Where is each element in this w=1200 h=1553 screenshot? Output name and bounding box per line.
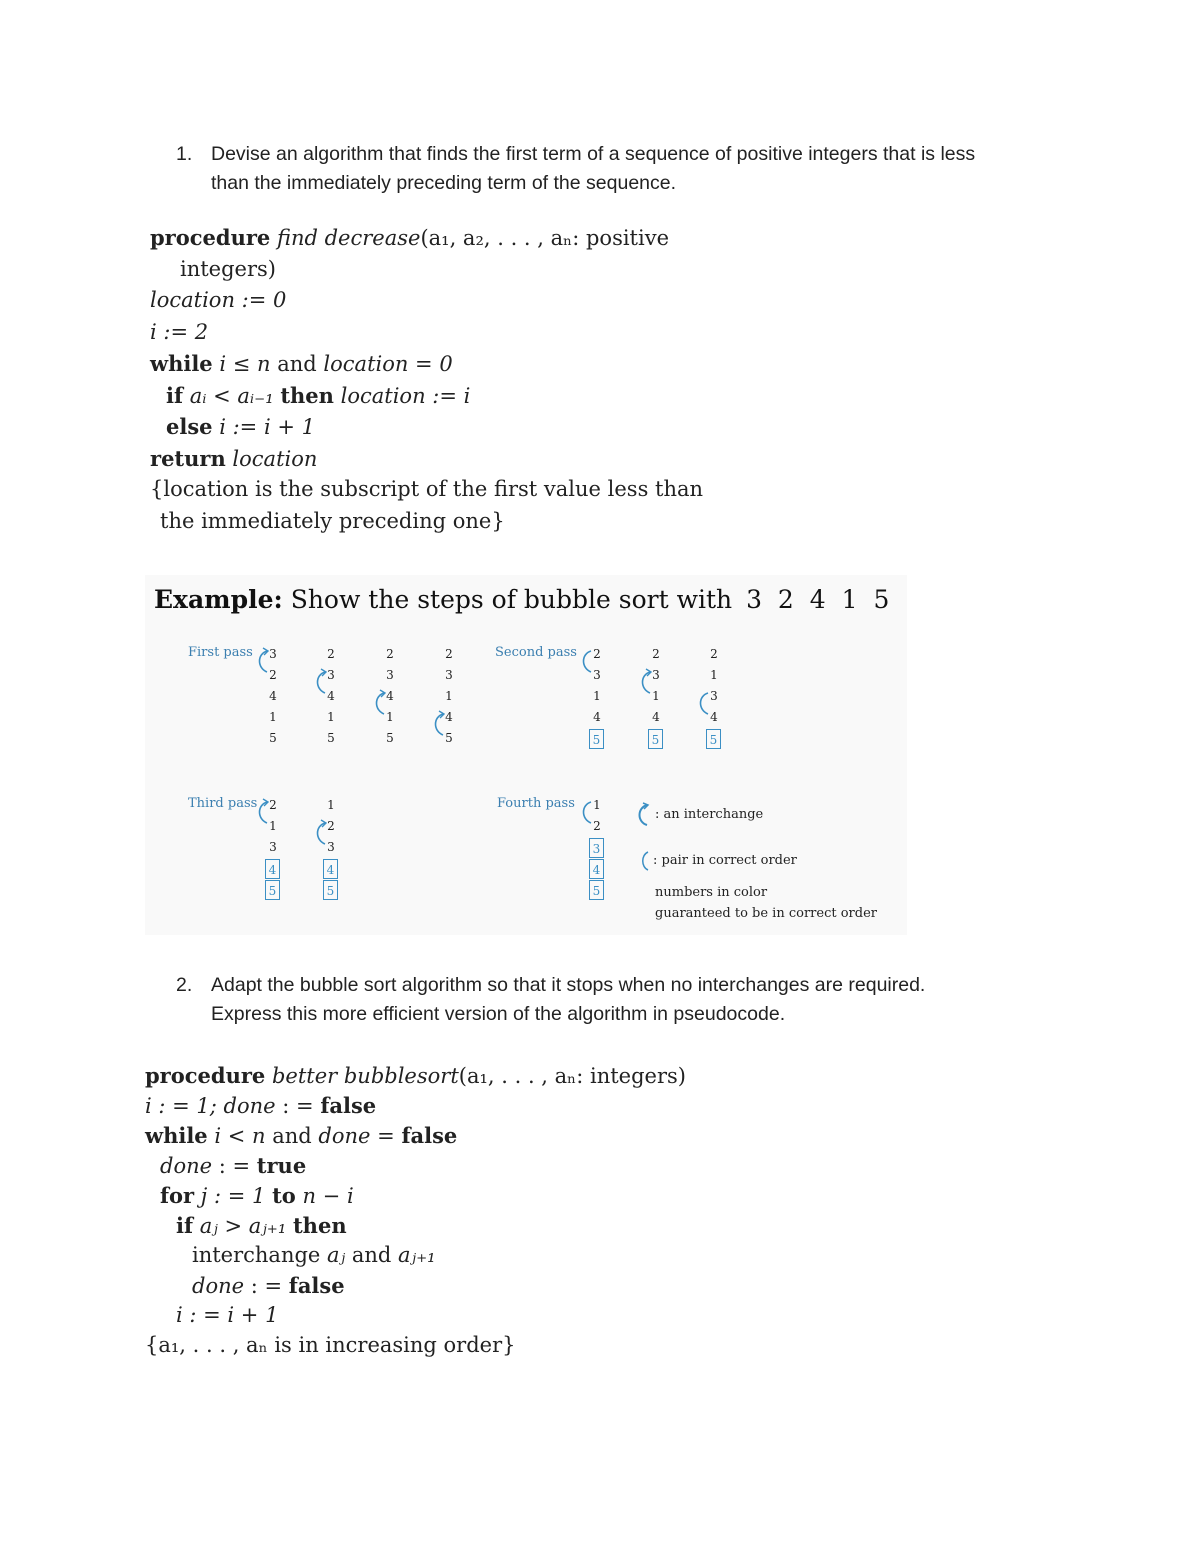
algo2-header	[145, 1063, 686, 1088]
sorted-value-box: 4	[589, 859, 604, 879]
interchange-arrow-icon	[255, 799, 269, 825]
pass-value: 4	[386, 689, 394, 703]
pass-value: 1	[710, 668, 718, 682]
pass-value: 3	[652, 668, 660, 682]
done-true: true	[256, 1153, 307, 1178]
legend-color-1: numbers in color	[655, 885, 768, 900]
pass-value: 1	[593, 798, 601, 812]
if-cond: aᵢ < aᵢ₋₁	[189, 384, 274, 408]
sorted-value-box: 4	[323, 859, 338, 879]
while-and: and	[277, 352, 317, 376]
pass-value: 3	[327, 840, 335, 854]
done-assign: : =	[250, 1274, 283, 1298]
done-var: done	[160, 1154, 213, 1178]
algo1-while	[150, 351, 453, 376]
pass-value: 3	[445, 668, 453, 682]
sorted-value-box: 5	[648, 729, 663, 749]
pass-value: 2	[710, 647, 718, 661]
pass-value: 3	[710, 689, 718, 703]
pass-value: 4	[593, 710, 601, 724]
keyword-procedure: procedure	[145, 1063, 266, 1088]
for-end: n − i	[302, 1184, 354, 1208]
legend-color-2: guaranteed to be in correct order	[655, 906, 877, 921]
pass-value: 3	[327, 668, 335, 682]
pass-value: 1	[327, 710, 335, 724]
keyword-then: then	[292, 1213, 347, 1238]
pair-legend-icon	[639, 851, 649, 871]
algo1-location-init: location := 0	[150, 288, 287, 312]
while-cond-a: i ≤ n	[219, 352, 271, 376]
algo1-i-init: i := 2	[150, 320, 209, 344]
sorted-value-box: 4	[265, 859, 280, 879]
correct-order-arc-icon	[579, 648, 593, 674]
legend-pair: : pair in correct order	[653, 853, 797, 868]
keyword-if: if	[176, 1213, 194, 1238]
while-cond-b: location = 0	[323, 352, 453, 376]
interchange-a: aⱼ	[327, 1243, 346, 1267]
pass-value: 2	[445, 647, 453, 661]
question-2-number: 2.	[176, 974, 193, 996]
pass-value: 3	[269, 840, 277, 854]
fourth-pass-label: Fourth pass	[497, 796, 575, 811]
done-var: done	[192, 1274, 245, 1298]
interchange-arrow-icon	[255, 648, 269, 674]
algo1-comment-2: the immediately preceding one}	[160, 509, 505, 533]
pass-value: 1	[652, 689, 660, 703]
algo1-else	[166, 414, 315, 439]
interchange-and: and	[351, 1243, 392, 1267]
init-done: done	[223, 1094, 276, 1118]
algo2-comment: {a₁, . . . , aₙ is in increasing order}	[145, 1333, 516, 1357]
keyword-to: to	[272, 1183, 296, 1208]
question-2-line-1: Adapt the bubble sort algorithm so that it stops when no interchanges are required.	[211, 974, 926, 996]
interchange-arrow-icon	[372, 690, 386, 716]
pass-value: 1	[593, 689, 601, 703]
correct-order-arc-icon	[579, 799, 593, 825]
return-value: location	[232, 447, 318, 471]
third-pass-label: Third pass	[188, 796, 258, 811]
keyword-if: if	[166, 383, 184, 408]
init-assign: : =	[282, 1094, 314, 1118]
while-cond: i < n	[214, 1124, 266, 1148]
pass-value: 2	[593, 647, 601, 661]
algo2-for	[160, 1183, 354, 1208]
sorted-value-box: 5	[323, 880, 338, 900]
question-1-line-2: than the immediately preceding term of the sequence.	[211, 172, 677, 194]
correct-order-arc-icon	[696, 690, 710, 716]
procedure-name: better bubblesort	[271, 1064, 459, 1088]
for-var: j : = 1	[200, 1184, 266, 1208]
keyword-return: return	[150, 446, 226, 471]
question-1-number: 1.	[176, 143, 193, 165]
init-i: i : = 1;	[145, 1094, 217, 1118]
while-done: done	[318, 1124, 371, 1148]
init-false: false	[320, 1093, 377, 1118]
example-title-sequence: 3 2 4 1 5	[746, 585, 894, 614]
algo2-done-false	[192, 1273, 345, 1298]
keyword-else: else	[166, 414, 213, 439]
second-pass-label: Second pass	[495, 645, 577, 660]
algo1-comment-1: {location is the subscript of the first value less than	[150, 477, 704, 501]
example-title-bold: Example:	[154, 585, 283, 614]
pass-value: 4	[710, 710, 718, 724]
algo2-increment: i : = i + 1	[176, 1303, 279, 1327]
keyword-procedure: procedure	[150, 225, 271, 250]
done-false: false	[288, 1273, 345, 1298]
pass-value: 1	[327, 798, 335, 812]
pass-value: 1	[386, 710, 394, 724]
bubble-sort-example-figure	[145, 575, 907, 935]
interchange-word: interchange	[192, 1243, 321, 1267]
keyword-then: then	[280, 383, 334, 408]
question-2-line-2: Express this more efficient version of the algorithm in pseudocode.	[211, 1003, 786, 1025]
legend-interchange: : an interchange	[655, 807, 764, 822]
first-pass-label: First pass	[188, 645, 253, 660]
pass-value: 1	[445, 689, 453, 703]
pass-value: 3	[269, 647, 277, 661]
algo2-interchange	[192, 1243, 436, 1267]
pass-value: 5	[269, 731, 277, 745]
algo2-if	[176, 1213, 347, 1238]
pass-value: 4	[652, 710, 660, 724]
sorted-value-box: 5	[589, 880, 604, 900]
interchange-arrow-icon	[313, 669, 327, 695]
if-cond: aⱼ > aⱼ₊₁	[199, 1214, 287, 1238]
sorted-value-box: 5	[589, 729, 604, 749]
pass-value: 4	[327, 689, 335, 703]
algo1-params-cont: integers)	[180, 257, 276, 281]
interchange-b: aⱼ₊₁	[398, 1243, 436, 1267]
example-title	[154, 585, 893, 614]
while-and: and	[272, 1124, 312, 1148]
keyword-while: while	[145, 1123, 208, 1148]
then-stmt: location := i	[340, 384, 471, 408]
algo2-done-true	[160, 1153, 306, 1178]
pass-value: 5	[327, 731, 335, 745]
pass-value: 2	[327, 819, 335, 833]
interchange-legend-icon	[635, 803, 649, 827]
pass-value: 3	[593, 668, 601, 682]
algo2-init	[145, 1093, 376, 1118]
algo1-return	[150, 446, 317, 471]
example-title-text: Show the steps of bubble sort with	[290, 585, 733, 614]
done-assign: : =	[218, 1154, 251, 1178]
keyword-while: while	[150, 351, 213, 376]
pass-value: 1	[269, 710, 277, 724]
pass-value: 2	[593, 819, 601, 833]
pass-value: 2	[327, 647, 335, 661]
interchange-arrow-icon	[431, 711, 445, 737]
pass-value: 2	[269, 798, 277, 812]
sorted-value-box: 5	[706, 729, 721, 749]
procedure-params: (a₁, a₂, . . . , aₙ: positive	[420, 226, 670, 250]
while-eq: =	[377, 1124, 395, 1148]
sorted-value-box: 3	[589, 838, 604, 858]
pass-value: 2	[652, 647, 660, 661]
pass-value: 5	[445, 731, 453, 745]
pass-value: 2	[269, 668, 277, 682]
interchange-arrow-icon	[638, 669, 652, 695]
procedure-params: (a₁, . . . , aₙ: integers)	[458, 1064, 686, 1088]
keyword-for: for	[160, 1183, 195, 1208]
procedure-name: find decrease	[276, 226, 421, 250]
sorted-value-box: 5	[265, 880, 280, 900]
pass-value: 3	[386, 668, 394, 682]
pass-value: 4	[269, 689, 277, 703]
else-stmt: i := i + 1	[219, 415, 315, 439]
pass-value: 5	[386, 731, 394, 745]
algo1-header	[150, 225, 669, 250]
pass-value: 4	[445, 710, 453, 724]
while-false: false	[401, 1123, 458, 1148]
question-1-line-1: Devise an algorithm that finds the first term of a sequence of positive integers that is less	[211, 143, 976, 165]
pass-value: 1	[269, 819, 277, 833]
interchange-arrow-icon	[313, 820, 327, 846]
algo1-if	[166, 383, 470, 408]
algo2-while	[145, 1123, 457, 1148]
pass-value: 2	[386, 647, 394, 661]
